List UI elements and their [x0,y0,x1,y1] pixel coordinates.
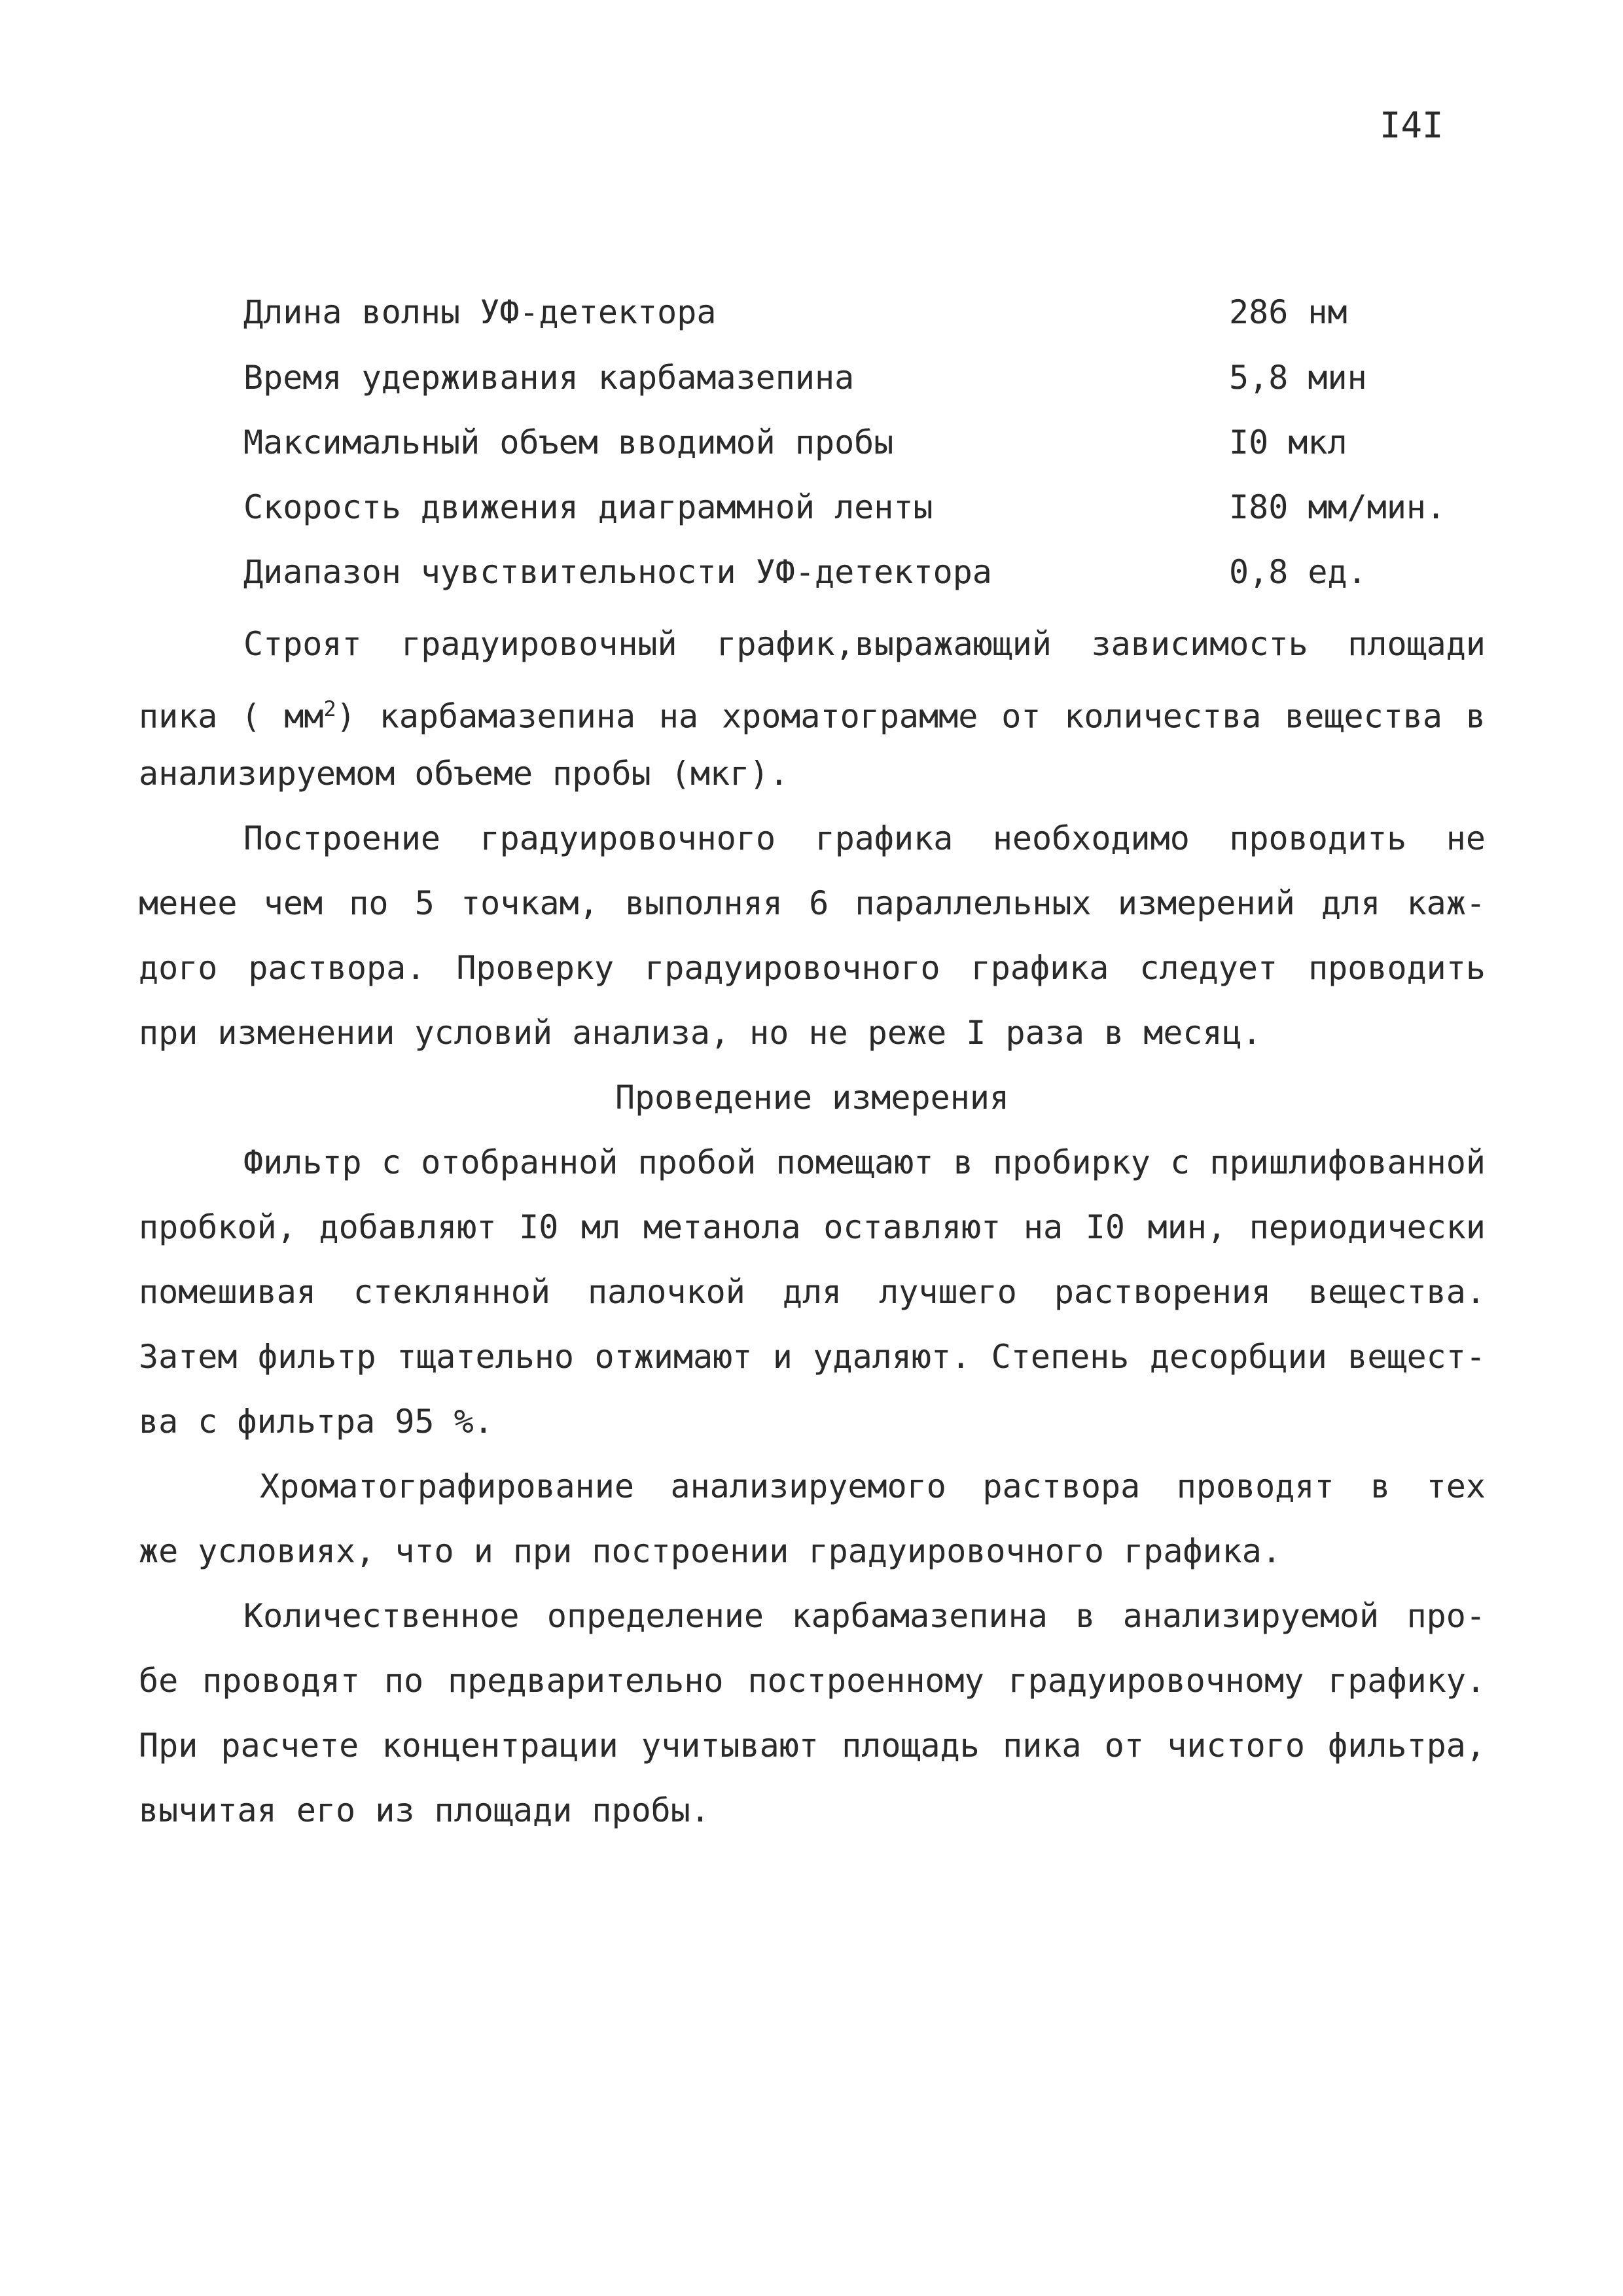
parameter-row [243,286,1474,338]
parameter-name: Диапазон чувствительности УФ-детектора [243,553,992,591]
text-line: менее чем по 5 точкам, выполняя 6 параллельных измерений для каж- [139,884,1486,922]
text-line [139,677,1486,742]
parameter-name: Время удерживания карбамазепина [243,359,855,397]
text-line: дого раствора. Проверку градуировочного графика следует проводить [139,949,1486,987]
paragraph-chromatography [139,1454,1486,1584]
paragraph-measurement [139,1130,1486,1454]
text-line: При расчете концентрации учитывают площадь пика от чистого фильтра, [139,1727,1486,1765]
parameter-value: I80 мм/мин. [1229,488,1446,526]
paragraph-calibration-procedure [139,806,1486,1066]
text-line: Построение градуировочного графика необходимо проводить не [243,819,1486,857]
page-number: I4I [1380,105,1444,146]
parameter-name: Максимальный объем вводимой пробы [243,423,894,461]
text-line: при изменении условий анализа, но не реже I раза в месяц. [139,1014,1262,1052]
text-fragment: ) карбамазепина на хроматограмме от количества вещества в [336,697,1486,736]
parameter-value: 0,8 ед. [1229,553,1367,591]
text-line: Количественное определение карбамазепина в анализируемой про- [243,1597,1486,1635]
parameter-row [243,351,1474,404]
text-line: Строят градуировочный график,выражающий зависимость площади [243,625,1486,663]
text-line: ва с фильтра 95 %. [139,1403,493,1441]
text-line: бе проводят по предварительно построенному градуировочному графику. [139,1662,1486,1700]
parameter-name: Скорость движения диаграммной ленты [243,488,933,526]
text-line: анализируемом объеме пробы (мкг). [139,755,789,793]
text-line: же условиях, что и при построении градуировочного графика. [139,1532,1281,1570]
parameter-row [243,416,1474,469]
paragraph-calibration [139,612,1486,806]
paragraph-quantitation [139,1584,1486,1843]
text-line: Фильтр с отобранной пробой помещают в пробирку с пришлифованной [243,1143,1486,1181]
parameter-row [243,481,1474,533]
parameter-name: Длина волны УФ-детектора [243,293,717,331]
text-fragment: пика ( мм [139,697,324,736]
text-line: помешивая стеклянной палочкой для лучшего растворения вещества. [139,1273,1486,1311]
parameter-value: 5,8 мин [1229,359,1367,397]
parameter-value: 286 нм [1229,293,1347,331]
section-heading: Проведение измерения [615,1079,1010,1117]
parameter-row [243,546,1474,598]
parameter-value: I0 мкл [1229,423,1347,461]
text-line: вычитая его из площади пробы. [139,1791,710,1829]
text-line: Хроматографирование анализируемого раствора проводят в тех [260,1467,1486,1505]
superscript: 2 [323,696,336,721]
text-line: пробкой, добавляют I0 мл метанола оставляют на I0 мин, периодически [139,1208,1486,1246]
text-line: Затем фильтр тщательно отжимают и удаляют. Степень десорбции вещест- [139,1338,1486,1376]
